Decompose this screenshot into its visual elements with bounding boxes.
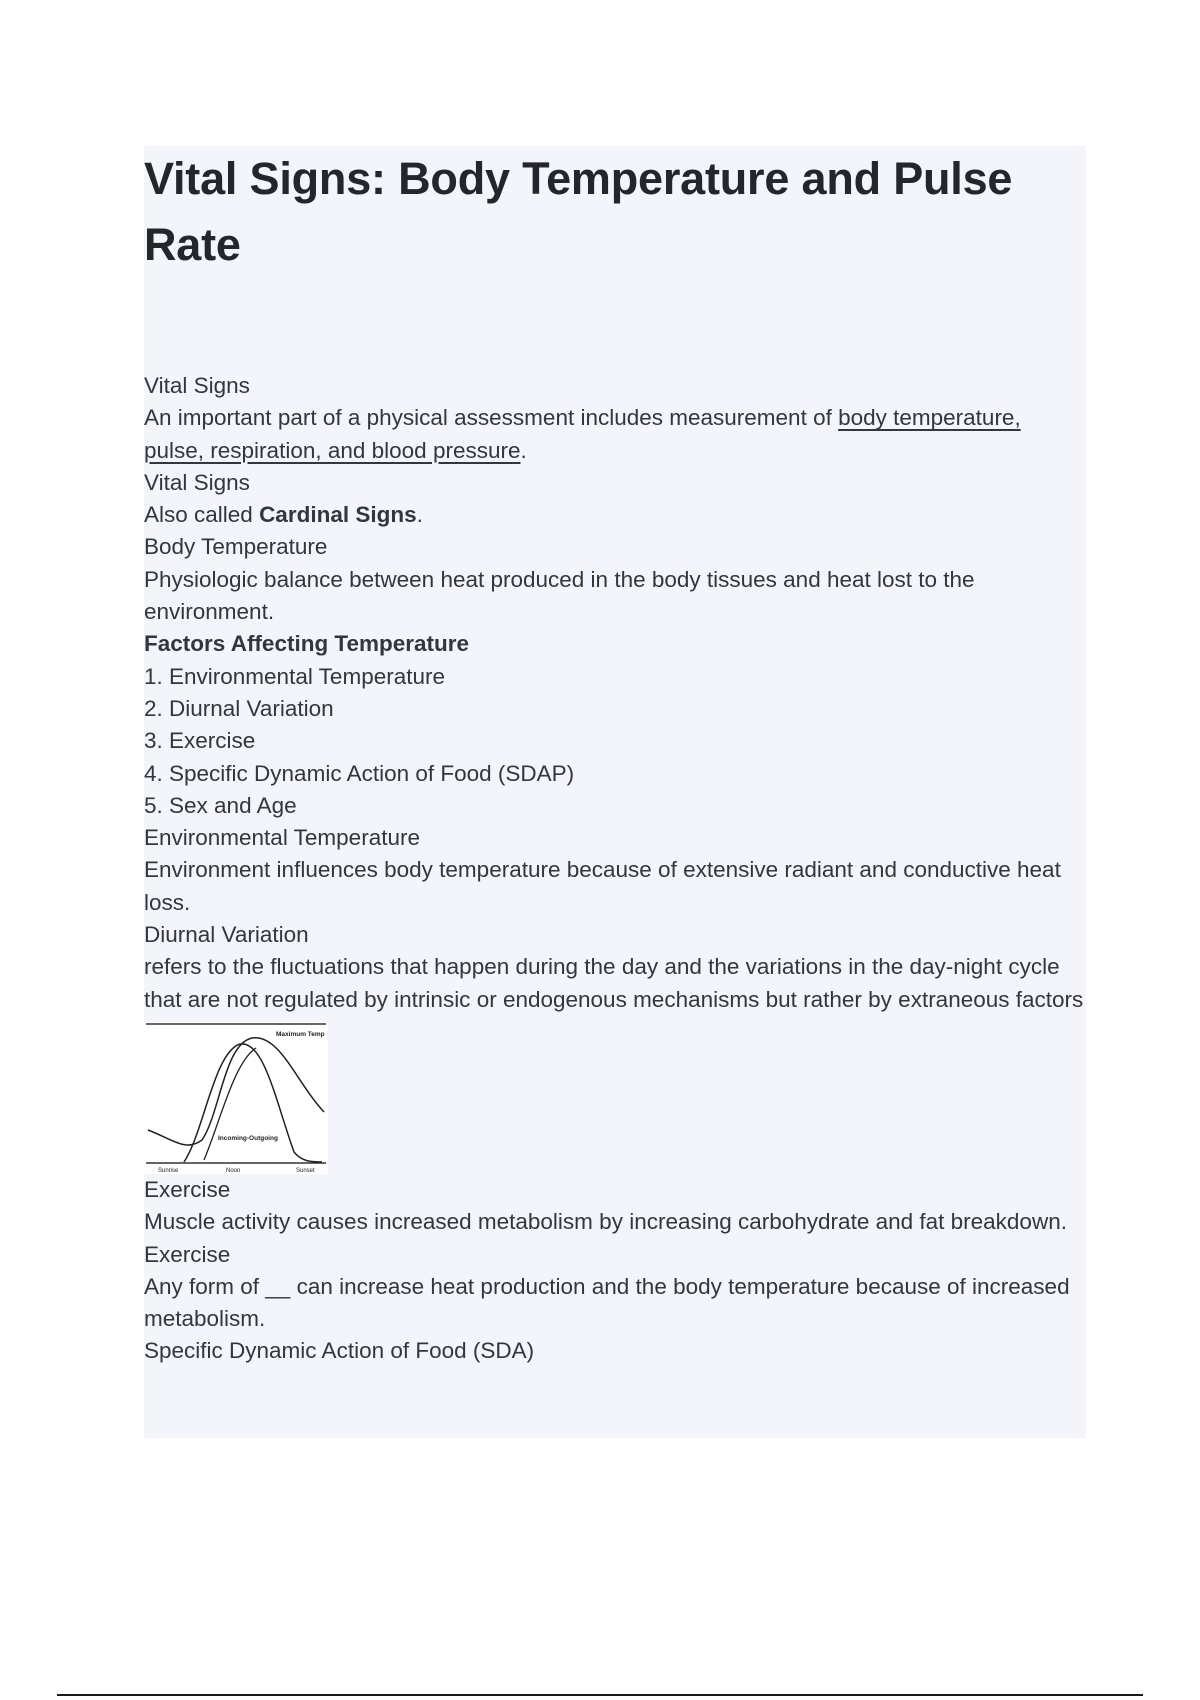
exercise-paragraph-2: Any form of __ can increase heat production and the body temperature because of increased metabolism. <box>144 1273 1070 1332</box>
factor-item-4: 4. Specific Dynamic Action of Food (SDAP) <box>144 760 575 786</box>
diurnal-temperature-figure <box>144 1022 328 1174</box>
figure-x-label-sunrise: Sunrise <box>158 1167 179 1174</box>
vital-signs-link[interactable]: body temperature, pulse, respiration, and blood pressure <box>144 405 1021 463</box>
sda-heading: Specific Dynamic Action of Food (SDA) <box>144 1338 535 1364</box>
factor-item-5: 5. Sex and Age <box>144 792 297 818</box>
exercise-heading-1: Exercise <box>144 1176 231 1202</box>
environmental-temperature-heading: Environmental Temperature <box>144 825 420 851</box>
factor-item-1: 1. Environmental Temperature <box>144 663 445 689</box>
exercise-heading-2: Exercise <box>144 1241 231 1267</box>
vital-signs-heading-1: Vital Signs <box>144 373 250 398</box>
page-title: Vital Signs: Body Temperature and Pulse Rate <box>144 153 1013 270</box>
vital-signs-paragraph-2 <box>144 499 1086 531</box>
vital-signs-paragraph-1 <box>144 402 1086 467</box>
figure-x-label-sunset: Sunset <box>296 1167 315 1174</box>
factor-item-3: 3. Exercise <box>144 728 256 754</box>
environmental-temperature-paragraph: Environment influences body temperature because of extensive radiant and conductive heat loss. <box>144 857 1061 915</box>
figure-x-label-noon: Noon <box>226 1167 241 1174</box>
p2-text-before: Also called <box>144 502 260 528</box>
diurnal-variation-paragraph: refers to the fluctuations that happen during the day and the variations in the day-night cycle that are not regulated by intrinsic or endogenous mechanisms but rather by extraneous factors <box>144 954 1084 1012</box>
page-bottom-rule <box>57 1694 1143 1696</box>
figure-label-bottom: Incoming-Outgoing <box>218 1134 278 1142</box>
factors-heading: Factors Affecting Temperature <box>144 631 470 657</box>
p2-text-after: . <box>416 502 423 528</box>
diurnal-variation-heading: Diurnal Variation <box>144 922 309 948</box>
document-body <box>144 370 1086 1368</box>
figure-background <box>144 1022 328 1174</box>
exercise-paragraph-1: Muscle activity causes increased metabolism by increasing carbohydrate and fat breakdown. <box>144 1209 1067 1235</box>
figure-label-top: Maximum Temp <box>276 1030 325 1038</box>
factor-item-2: 2. Diurnal Variation <box>144 695 334 721</box>
p1-text-after: . <box>520 437 527 463</box>
document-content <box>144 146 1086 1438</box>
vital-signs-heading-2: Vital Signs <box>144 469 250 495</box>
body-temperature-heading: Body Temperature <box>144 534 328 560</box>
p1-text-before: An important part of a physical assessment includes measurement of <box>144 405 839 431</box>
cardinal-signs-term: Cardinal Signs <box>259 502 417 528</box>
body-temperature-paragraph: Physiologic balance between heat produced in the body tissues and heat lost to the environment. <box>144 566 975 625</box>
